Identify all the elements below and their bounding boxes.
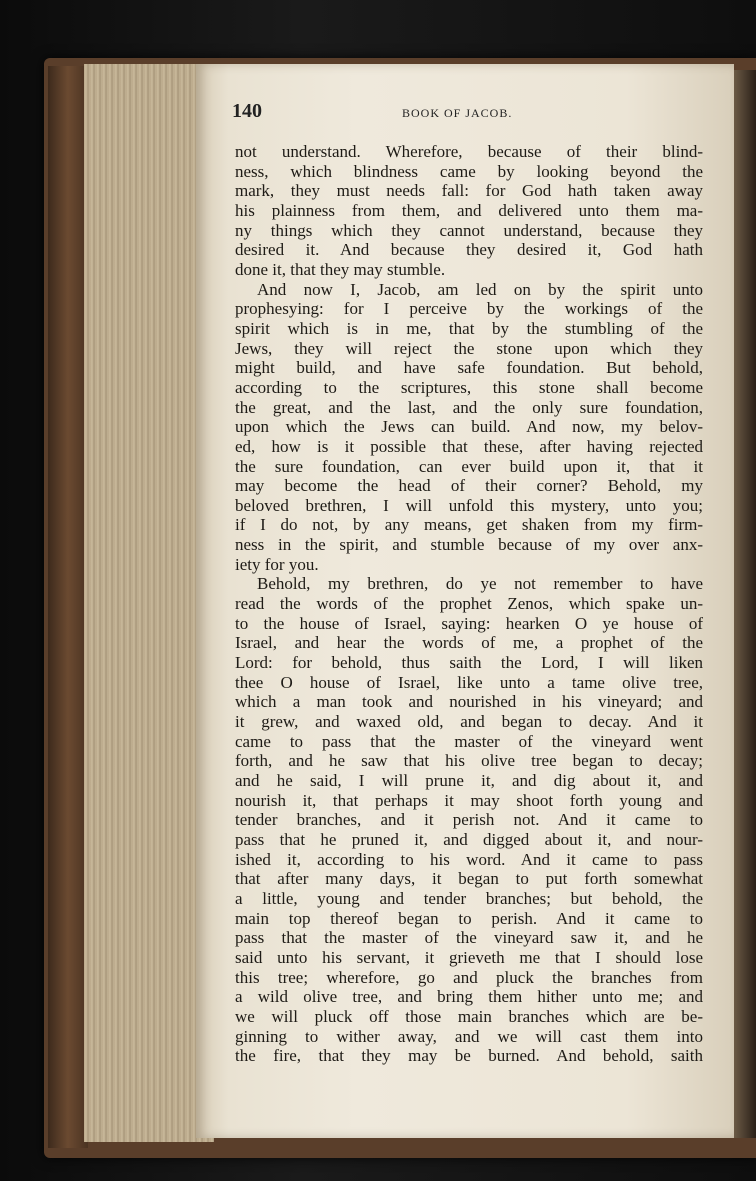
- text-line: ny things which they cannot understand, because they: [235, 220, 703, 240]
- cover-spine-edge: [48, 66, 88, 1148]
- text-line: a little, young and tender branches; but behold, the: [235, 888, 703, 908]
- page-number: 140: [232, 100, 262, 122]
- text-line: pass that the master of the vineyard saw it, and he: [235, 928, 703, 948]
- text-line: ginning to wither away, and we will cast them into: [235, 1026, 703, 1046]
- text-line: iety for you.: [235, 554, 319, 574]
- text-line: thee O house of Israel, like unto a tame olive tree,: [235, 672, 703, 692]
- text-line: his plainness from them, and delivered unto them ma-: [235, 200, 703, 220]
- text-line: the great, and the last, and the only sure foundation,: [235, 397, 703, 417]
- text-line: ness in the spirit, and stumble because of my over anx-: [235, 535, 703, 555]
- text-line: pass that he pruned it, and digged about it, and nour-: [235, 829, 703, 849]
- text-line: not understand. Wherefore, because of their blind-: [235, 142, 703, 161]
- text-line: it grew, and waxed old, and began to decay. And it: [235, 712, 703, 732]
- text-line: to the house of Israel, saying: hearken O ye house of: [235, 613, 703, 633]
- body-text: [235, 142, 703, 1066]
- text-line: mark, they must needs fall: for God hath taken away: [235, 181, 703, 201]
- text-line: according to the scriptures, this stone shall become: [235, 377, 703, 397]
- text-line: ished it, according to his word. And it came to pass: [235, 849, 703, 869]
- text-line: a wild olive tree, and bring them hither unto me; and: [235, 987, 703, 1007]
- text-line: might build, and have safe foundation. But behold,: [235, 358, 703, 378]
- text-line: this tree; wherefore, go and pluck the branches from: [235, 967, 703, 987]
- text-line: prophesying: for I perceive by the workings of the: [235, 299, 703, 319]
- text-line: read the words of the prophet Zenos, which spake un-: [235, 594, 703, 614]
- text-line: the fire, that they may be burned. And behold, saith: [235, 1046, 703, 1066]
- text-line: forth, and he saw that his olive tree began to decay;: [235, 751, 703, 771]
- text-line: spirit which is in me, that by the stumbling of the: [235, 318, 703, 338]
- text-line: main top thereof began to perish. And it came to: [235, 908, 703, 928]
- text-line: Lord: for behold, thus saith the Lord, I will liken: [235, 653, 703, 673]
- text-line: if I do not, by any means, get shaken from my firm-: [235, 515, 703, 535]
- text-line: Behold, my brethren, do ye not remember to have: [257, 574, 703, 594]
- text-line: tender branches, and it perish not. And it came to: [235, 810, 703, 830]
- text-line: done it, that they may stumble.: [235, 259, 446, 279]
- text-line: upon which the Jews can build. And now, my belov-: [235, 417, 703, 437]
- right-page-edge: [734, 70, 756, 1138]
- text-line: ed, how is it possible that these, after having rejected: [235, 436, 703, 456]
- text-line: said unto his servant, it grieveth me that I should lose: [235, 947, 703, 967]
- page-header: [232, 100, 702, 128]
- text-line: desired it. And because they desired it, God hath: [235, 240, 703, 260]
- text-line: which a man took and nourished in his vineyard; and: [235, 692, 703, 712]
- text-line: And now I, Jacob, am led on by the spirit unto: [257, 279, 703, 299]
- text-line: we will pluck off those main branches which are be-: [235, 1006, 703, 1026]
- page-block-edge: [84, 64, 214, 1142]
- text-line: Jews, they will reject the stone upon which they: [235, 338, 703, 358]
- text-line: ness, which blindness came by looking beyond the: [235, 161, 703, 181]
- text-line: Israel, and hear the words of me, a prophet of the: [235, 633, 703, 653]
- text-line: and he said, I will prune it, and dig about it, and: [235, 771, 703, 790]
- text-line: may become the head of their corner? Behold, my: [235, 476, 703, 496]
- text-line: that after many days, it began to put forth somewhat: [235, 869, 703, 889]
- text-line: the sure foundation, can ever build upon it, that it: [235, 456, 703, 476]
- text-line: came to pass that the master of the vineyard went: [235, 731, 703, 751]
- running-head: BOOK OF JACOB.: [402, 106, 513, 120]
- text-line: nourish it, that perhaps it may shoot forth young and: [235, 790, 703, 810]
- text-line: beloved brethren, I will unfold this mystery, unto you;: [235, 495, 703, 515]
